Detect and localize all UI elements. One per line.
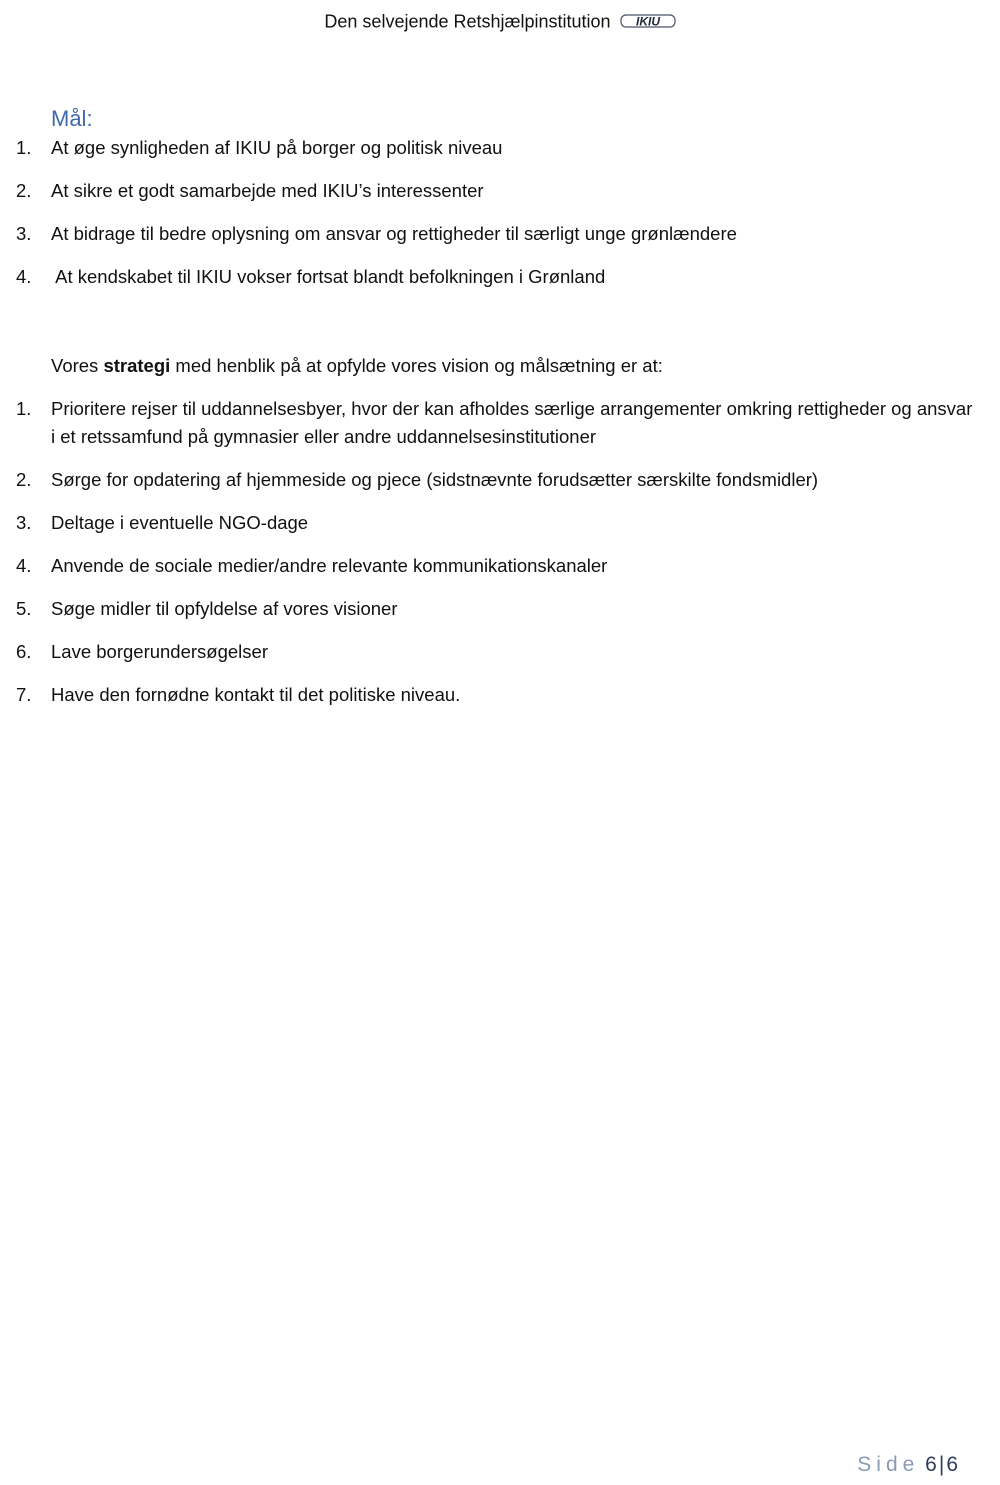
list-number: 2. bbox=[16, 469, 32, 490]
list-number: 5. bbox=[16, 598, 32, 619]
list-item bbox=[0, 681, 1000, 709]
list-number: 1. bbox=[16, 137, 32, 158]
list-text: Have den fornødne kontakt til det politiske niveau. bbox=[51, 684, 461, 705]
list-number: 1. bbox=[16, 398, 32, 419]
page-separator: | bbox=[938, 1453, 945, 1476]
list-number: 4. bbox=[16, 555, 32, 576]
current-page: 6 bbox=[925, 1453, 937, 1476]
list-item bbox=[0, 220, 1000, 248]
list-text: At sikre et godt samarbejde med IKIU’s interessenter bbox=[51, 180, 484, 201]
list-number: 7. bbox=[16, 684, 32, 705]
page-header bbox=[0, 8, 1000, 33]
page-footer bbox=[857, 1450, 958, 1480]
total-pages: 6 bbox=[946, 1453, 958, 1476]
list-text: Lave borgerundersøgelser bbox=[51, 641, 268, 662]
list-number: 4. bbox=[16, 266, 32, 287]
list-text: Deltage i eventuelle NGO-dage bbox=[51, 512, 309, 533]
logo-text: IKIU bbox=[635, 14, 660, 29]
list-number: 3. bbox=[16, 512, 32, 533]
list-item bbox=[0, 638, 1000, 666]
intro-text-before: Vores bbox=[51, 355, 104, 376]
goals-list bbox=[0, 134, 1000, 291]
intro-text-after: med henblik på at opfylde vores vision og målsætning er at: bbox=[170, 355, 663, 376]
list-number: 3. bbox=[16, 223, 32, 244]
list-number: 6. bbox=[16, 641, 32, 662]
list-text: At bidrage til bedre oplysning om ansvar og rettigheder til særligt unge grønlændere bbox=[51, 223, 737, 244]
page-label: Side bbox=[857, 1453, 920, 1476]
list-item bbox=[0, 509, 1000, 537]
header-title: Den selvejende Retshjælpinstitution bbox=[324, 11, 611, 32]
strategy-intro bbox=[51, 352, 663, 380]
list-item bbox=[0, 134, 1000, 162]
list-item bbox=[0, 263, 1000, 291]
list-item bbox=[0, 552, 1000, 580]
list-item bbox=[0, 595, 1000, 623]
list-text: Sørge for opdatering af hjemmeside og pjece (sidstnævnte forudsætter særskilte fondsmidler) bbox=[51, 469, 819, 490]
intro-bold-word: strategi bbox=[103, 355, 171, 376]
list-text: Søge midler til opfyldelse af vores visioner bbox=[51, 598, 398, 619]
ikiu-logo bbox=[620, 13, 676, 29]
list-text: Prioritere rejser til uddannelsesbyer, hvor der kan afholdes særlige arrangementer omkring rettigheder og ansvar i et retssamfund på gymnasier eller andre uddannelsesinstitutioner bbox=[51, 398, 973, 447]
list-item bbox=[0, 466, 1000, 494]
goals-heading: Mål: bbox=[51, 106, 93, 131]
list-item bbox=[0, 395, 1000, 451]
list-text: At kendskabet til IKIU vokser fortsat blandt befolkningen i Grønland bbox=[51, 266, 606, 287]
list-item bbox=[0, 177, 1000, 205]
list-text: Anvende de sociale medier/andre relevante kommunikationskanaler bbox=[51, 555, 608, 576]
list-text: At øge synligheden af IKIU på borger og politisk niveau bbox=[51, 137, 503, 158]
strategy-list bbox=[0, 395, 1000, 709]
list-number: 2. bbox=[16, 180, 32, 201]
